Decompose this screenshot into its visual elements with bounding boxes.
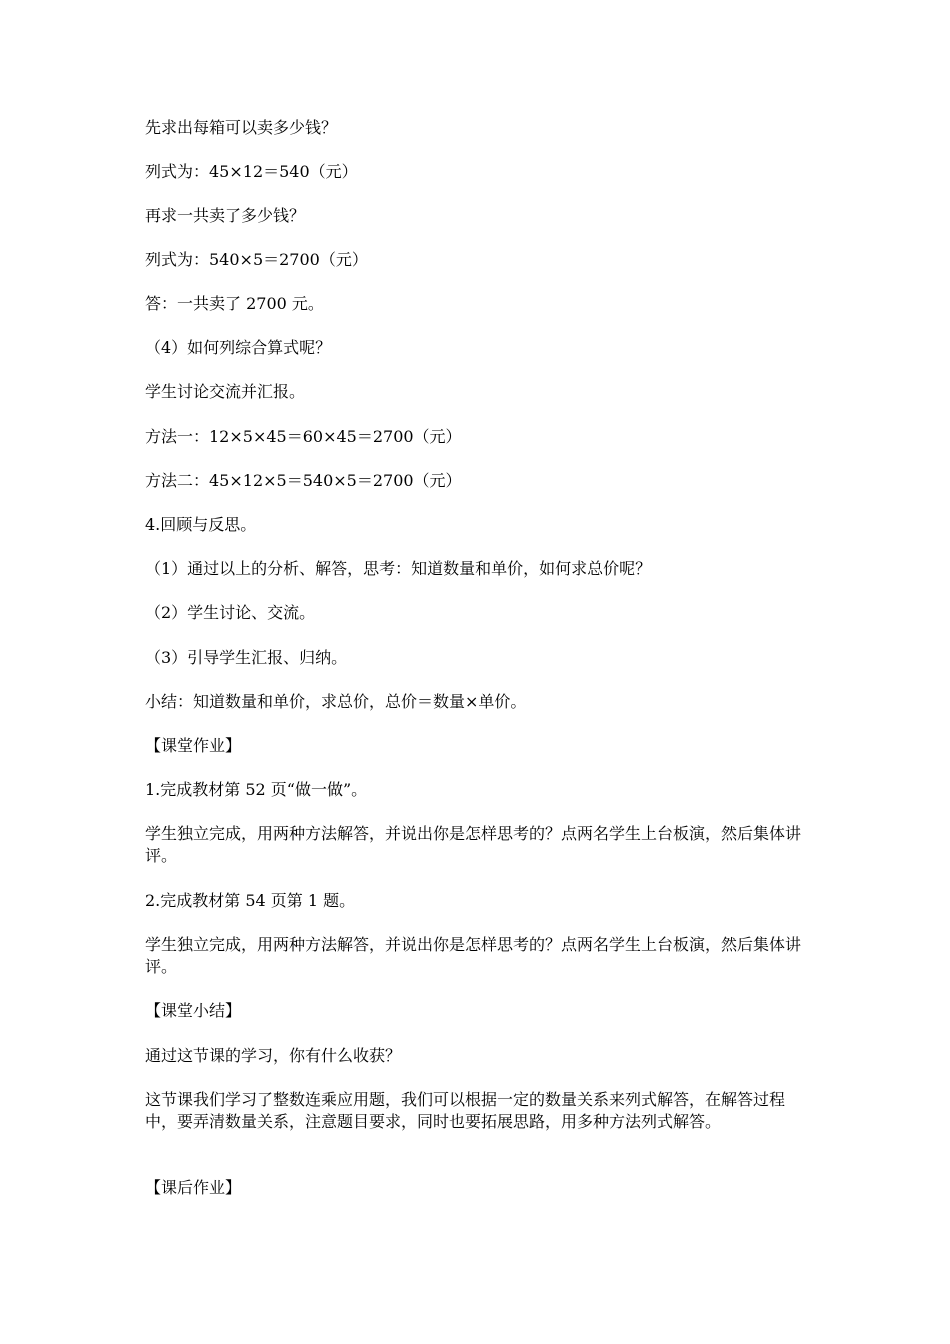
section-heading: 【课堂小结】 [145,1001,242,1020]
paragraph: 列式为：540×5＝2700（元） [145,250,368,269]
paragraph: 再求一共卖了多少钱？ [145,206,306,225]
paragraph: 方法一：12×5×45＝60×45＝2700（元） [145,427,462,446]
paragraph: 通过这节课的学习，你有什么收获？ [145,1046,402,1065]
paragraph: （3）引导学生汇报、归纳。 [145,648,348,667]
paragraph: 先求出每箱可以卖多少钱？ [145,118,338,137]
paragraph: 答：一共卖了 2700 元。 [145,294,324,313]
paragraph: 这节课我们学习了整数连乘应用题，我们可以根据一定的数量关系来列式解答，在解答过程中，要弄清数量关系，注意题目要求，同时也要拓展思路，用多种方法列式解答。 [145,1090,786,1131]
paragraph: 2.完成教材第 54 页第 1 题。 [145,891,356,910]
paragraph: 学生独立完成，用两种方法解答，并说出你是怎样思考的？点两名学生上台板演，然后集体讲评。 [145,935,802,976]
paragraph: （1）通过以上的分析、解答，思考：知道数量和单价，如何求总价呢？ [145,559,652,578]
paragraph: 学生独立完成，用两种方法解答，并说出你是怎样思考的？点两名学生上台板演，然后集体讲评。 [145,824,802,865]
paragraph: （4）如何列综合算式呢？ [145,338,332,357]
section-heading: 【课堂作业】 [145,736,242,755]
section-heading: 【课后作业】 [145,1178,242,1197]
paragraph: 列式为：45×12＝540（元） [145,162,358,181]
paragraph: 学生讨论交流并汇报。 [145,382,306,401]
section-heading: 4.回顾与反思。 [145,515,257,534]
paragraph: 小结：知道数量和单价，求总价，总价＝数量×单价。 [145,692,527,711]
paragraph: 方法二：45×12×5＝540×5＝2700（元） [145,471,462,490]
paragraph: 1.完成教材第 52 页“做一做”。 [145,780,368,799]
paragraph: （2）学生讨论、交流。 [145,603,316,622]
